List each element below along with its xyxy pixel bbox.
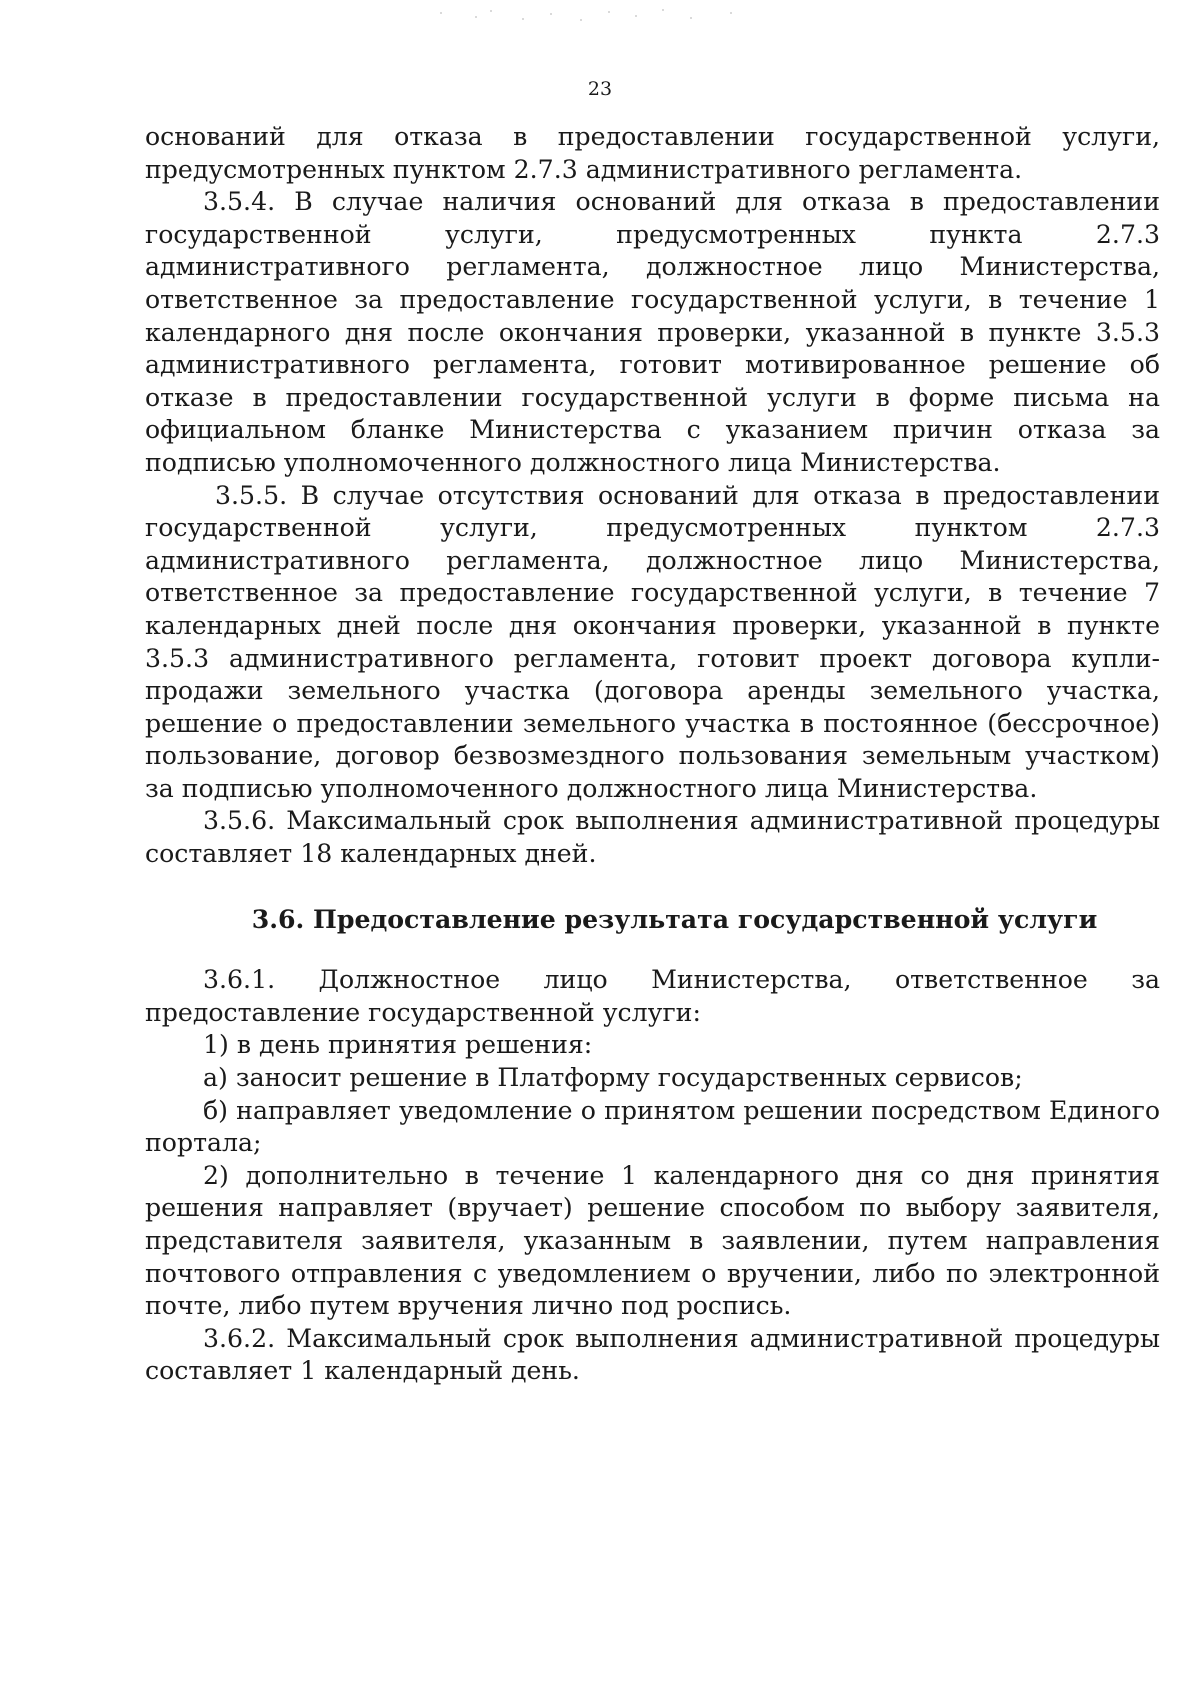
document-body [145, 121, 1160, 1388]
section-heading: 3.6. Предоставление результата государственной услуги [251, 903, 1098, 934]
page-number: 23 [587, 78, 613, 100]
list-item-1: 1) в день принятия решения: [203, 1030, 593, 1060]
list-item-b: б) направляет уведомление о принятом решении посредством Единого портала; [145, 1095, 1160, 1158]
paragraph-3-5-5: 3.5.5. В случае отсутствия оснований для отказа в предоставлении государственной услуги, предусмотренных пунктом 2.7.3 административного регламента, должностное лицо Министерства, ответственное за предоставление государственной услуги, в течение 7 календарных дней после дня окончания проверки, указанной в пункте 3.5.3 административного регламента, готовит проект договора купли-продажи земельного участка (договора аренды земельного участка, решение о предоставлении земельного участка в постоянное (бессрочное) пользование, договор безвозмездного пользования земельным участком) за подписью уполномоченного должностного лица Министерства. [145, 480, 1160, 803]
list-item-2: 2) дополнительно в течение 1 календарного дня со дня принятия решения направляет (вручает) решение способом по выбору заявителя, представителя заявителя, указанным в заявлении, путем направления почтового отправления с уведомлением о вручении, либо по электронной почте, либо путем вручения лично под роспись. [145, 1160, 1160, 1321]
list-item-a: а) заносит решение в Платформу государственных сервисов; [203, 1063, 1023, 1093]
paragraph-3-5-4: 3.5.4. В случае наличия оснований для отказа в предоставлении государственной услуги, предусмотренных пункта 2.7.3 административного регламента, должностное лицо Министерства, ответственное за предоставление государственной услуги, в течение 1 календарного дня после окончания проверки, указанной в пункте 3.5.3 административного регламента, готовит мотивированное решение об отказе в предоставлении государственной услуги в форме письма на официальном бланке Министерства с указанием причин отказа за подписью уполномоченного должностного лица Министерства. [145, 187, 1160, 477]
paragraph-continuation: оснований для отказа в предоставлении государственной услуги, предусмотренных пунктом 2.7.3 административного регламента. [145, 122, 1160, 184]
paragraph-3-5-6: 3.5.6. Максимальный срок выполнения административной процедуры составляет 18 календарных дней. [145, 806, 1160, 869]
paragraph-3-6-2: 3.6.2. Максимальный срок выполнения административной процедуры составляет 1 календарный день. [145, 1323, 1160, 1386]
scan-noise [430, 4, 760, 26]
paragraph-3-6-1: 3.6.1. Должностное лицо Министерства, ответственное за предоставление государственной услуги: [145, 965, 1160, 1027]
